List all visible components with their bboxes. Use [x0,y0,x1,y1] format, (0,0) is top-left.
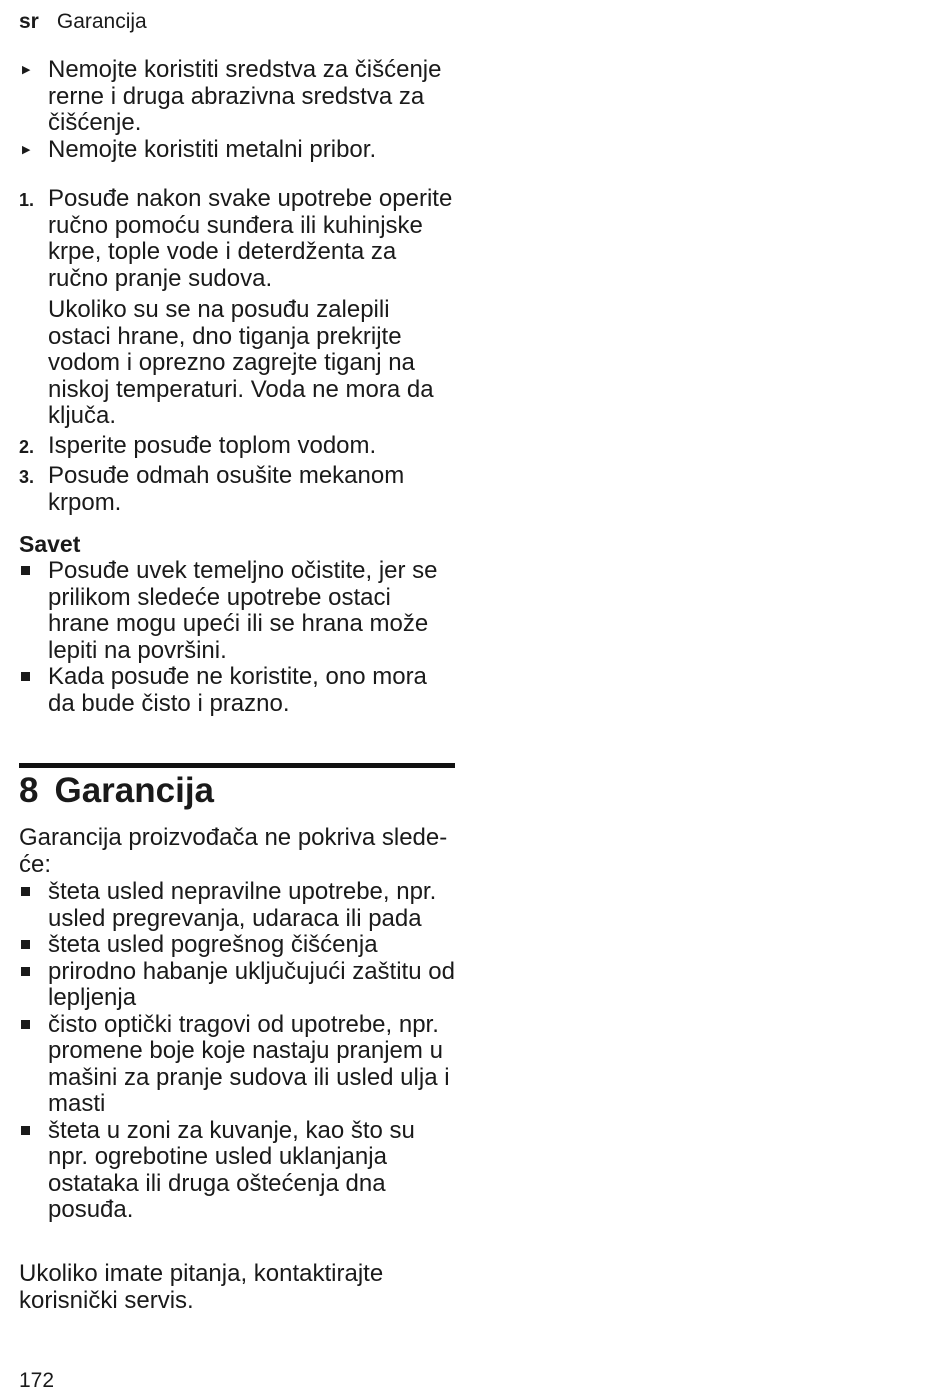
arrow-bullet-icon: ▶ [22,143,31,156]
list-item: šteta usled pogrešnog čišćenja [19,932,457,959]
section-heading [19,770,457,812]
list-item: prirodno habanje uključujući zaštitu od lepljenja [19,959,457,1012]
arrow-bullet-icon: ▶ [22,64,31,76]
list-item: ▶ Nemojte koristiti sredstva za čišćenje rerne i druga abrazivna sredstva za čišćenje. [22,56,442,136]
list-item: Posuđe uvek temeljno očistite, jer se prilikom sledeće upotrebe ostaci hrane mogu upeći ili se hrana može lepiti na površini. [19,558,457,664]
step-number: 2. [19,437,35,457]
step-note: Ukoliko su se na posuđu zalepili ostaci hrane, dno tiganja prekrijte vodom i oprezno zagrejte tiganj na niskoj temperaturi. Voda ne mora da ključa. [48,296,434,429]
page-number: 172 [19,1369,55,1392]
step-item [19,186,457,430]
list-item: čisto optički tragovi od upotrebe, npr. promene boje koje nastaju pranjem u mašini za pranje sudova ili usled ulja i masti [19,1012,457,1118]
header-section-title: Garancija [56,10,147,33]
step-text: Isperite posuđe toplom vodom. [48,432,377,459]
square-bullet-icon [21,566,30,575]
warranty-intro: Garancija proizvođača ne pokriva sledeće: [19,824,448,878]
step-item [19,433,457,460]
step-text: Posuđe odmah osušite mekanom krpom. [48,462,405,516]
section-divider [19,763,455,768]
square-bullet-icon [21,1126,30,1135]
tip-list [19,558,457,717]
section-number: 8 [19,771,39,810]
list-item: ▶ Nemojte koristiti metalni pribor. [22,135,377,163]
square-bullet-icon [21,672,30,681]
language-code: sr [19,10,39,33]
page-header [19,8,147,36]
step-number: 1. [19,190,35,210]
list-item: šteta u zoni za kuvanje, kao što su npr. ogrebotine usled uklanjanja ostataka ili druga oštećenja dna posuđa. [19,1118,457,1224]
list-item: šteta usled nepravilne upotrebe, npr. usled pregrevanja, udaraca ili pada [19,879,457,932]
section-title: Garancija [54,771,215,810]
square-bullet-icon [21,887,30,896]
cleaning-steps-list [19,186,457,520]
square-bullet-icon [21,1020,30,1029]
cleaning-warnings-list [19,57,457,163]
step-item [19,463,457,516]
warranty-exclusions-list [19,879,457,1224]
list-item: Kada posuđe ne koristite, ono mora da bude čisto i prazno. [19,664,457,717]
warranty-contact-note: Ukoliko imate pitanja, kontaktirajte korisnički servis. [19,1260,384,1314]
tip-heading: Savet [19,531,81,557]
square-bullet-icon [21,967,30,976]
square-bullet-icon [21,940,30,949]
step-number: 3. [19,467,35,487]
step-text: Posuđe nakon svake upotrebe operite ručno pomoću sunđera ili kuhinjske krpe, tople vode i deterdženta za ručno pranje sudova. [48,185,453,292]
